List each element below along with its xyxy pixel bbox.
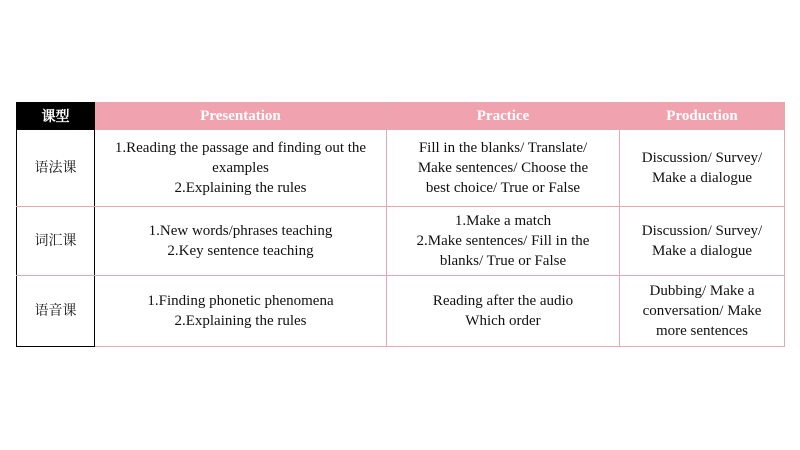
cell-line: Make a dialogue	[652, 170, 752, 186]
header-practice: Practice	[387, 103, 620, 130]
cell-line: 2.Explaining the rules	[174, 313, 307, 329]
table-row	[17, 130, 785, 207]
cell-line: Reading after the audio	[432, 293, 574, 309]
presentation-cell	[95, 276, 387, 347]
cell-line: 1.New words/phrases teaching	[148, 223, 333, 239]
cell-line: 2.Explaining the rules	[174, 180, 307, 196]
cell-line: Fill in the blanks/ Translate/	[418, 140, 588, 156]
header-lesson-type: 课型	[17, 103, 95, 130]
cell-line: Discussion/ Survey/	[641, 223, 763, 239]
header-row	[17, 103, 785, 130]
cell-line: Make a dialogue	[652, 243, 752, 259]
lesson-type-table	[16, 102, 785, 347]
presentation-cell	[95, 130, 387, 207]
practice-cell	[387, 207, 620, 276]
cell-line: Which order	[465, 313, 541, 329]
practice-cell	[387, 130, 620, 207]
row-lesson-type: 词汇课	[17, 207, 95, 276]
cell-line: examples	[212, 160, 269, 176]
presentation-cell	[95, 207, 387, 276]
cell-line: best choice/ True or False	[425, 180, 581, 196]
practice-cell	[387, 276, 620, 347]
cell-line: more sentences	[655, 323, 749, 339]
row-lesson-type: 语音课	[17, 276, 95, 347]
table-row	[17, 276, 785, 347]
cell-line: Discussion/ Survey/	[641, 150, 763, 166]
cell-line: Make sentences/ Choose the	[417, 160, 589, 176]
cell-line: 2.Key sentence teaching	[167, 243, 314, 259]
cell-line: Dubbing/ Make a	[649, 283, 755, 299]
cell-line: 1.Make a match	[454, 213, 552, 229]
cell-line: 1.Reading the passage and finding out the	[114, 140, 367, 156]
cell-line: blanks/ True or False	[439, 253, 567, 269]
header-presentation: Presentation	[95, 103, 387, 130]
row-lesson-type: 语法课	[17, 130, 95, 207]
cell-line: 2.Make sentences/ Fill in the	[416, 233, 590, 249]
header-production: Production	[620, 103, 785, 130]
table-row	[17, 207, 785, 276]
cell-line: conversation/ Make	[642, 303, 762, 319]
production-cell	[620, 276, 785, 347]
cell-line: 1.Finding phonetic phenomena	[147, 293, 334, 309]
production-cell	[620, 130, 785, 207]
production-cell	[620, 207, 785, 276]
